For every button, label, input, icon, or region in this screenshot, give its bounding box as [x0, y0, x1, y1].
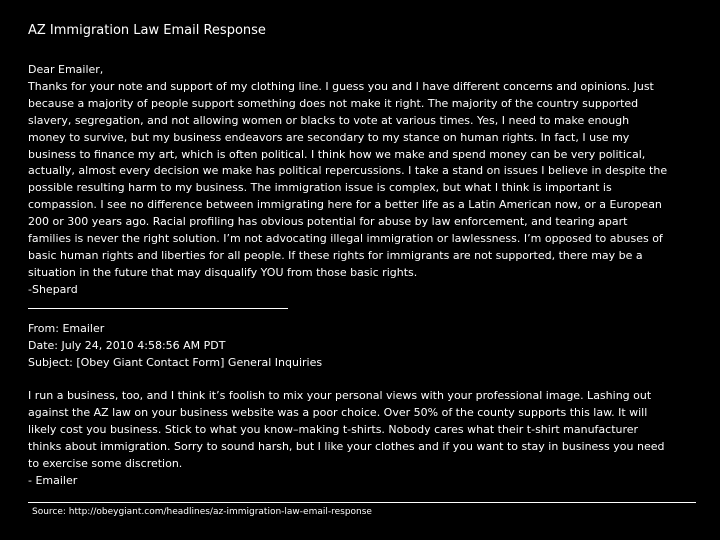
response-line: because a majority of people support something does not make it right. The majority of the country supported	[28, 96, 639, 110]
response-line: slavery, segregation, and not allowing women or blacks to vote at various times. Yes, I need to make enough	[28, 113, 630, 127]
response-line: basic human rights and liberties for all people. If these rights for immigrants are not supported, there may be a	[28, 248, 643, 262]
response-line: 200 or 300 years ago. Racial profiling has obvious potential for abuse by law enforcement, and tearing apart	[28, 215, 628, 229]
original-line: against the AZ law on your business website was a poor choice. Over 50% of the county supports this law. It will	[28, 406, 648, 420]
original-line: to exercise some discretion.	[28, 456, 183, 470]
footer-divider	[28, 502, 696, 503]
response-line: possible resulting harm to my business. The immigration issue is complex, but what I think is important is	[28, 181, 612, 195]
email-from: From: Emailer	[28, 321, 105, 335]
paragraph-gap	[28, 371, 696, 388]
response-line: Thanks for your note and support of my clothing line. I guess you and I have different concerns and opinions. Just	[28, 79, 654, 93]
response-line: business to finance my art, which is often political. I think how we make and spend money can be very political,	[28, 147, 646, 161]
response-line: money to survive, but my business endeavors are secondary to my stance on human rights. In fact, I use my	[28, 130, 630, 144]
email-body	[28, 62, 696, 490]
response-line: compassion. I see no difference between immigrating here for a better life as a Latin American now, or a European	[28, 198, 662, 212]
response-line: situation in the future that may disqualify YOU from those basic rights.	[28, 265, 418, 279]
original-line: likely cost you business. Stick to what you know–making t-shirts. Nobody cares what their t-shirt manufacturer	[28, 423, 639, 437]
email-date: Date: July 24, 2010 4:58:56 AM PDT	[28, 338, 226, 352]
source-citation: Source: http://obeygiant.com/headlines/az-immigration-law-email-response	[32, 507, 372, 517]
page-title: AZ Immigration Law Email Response	[28, 23, 266, 38]
original-line: I run a business, too, and I think it’s foolish to mix your personal views with your professional image. Lashing out	[28, 389, 652, 403]
email-subject: Subject: [Obey Giant Contact Form] General Inquiries	[28, 355, 323, 369]
original-signature: - Emailer	[28, 473, 78, 487]
signature-divider	[28, 308, 288, 309]
response-signature: -Shepard	[28, 282, 78, 296]
response-line: actually, almost every decision we make has political repercussions. I take a stand on issues I believe in despite the	[28, 164, 668, 178]
original-line: thinks about immigration. Sorry to sound harsh, but I like your clothes and if you want to stay in business you need	[28, 440, 665, 454]
response-greeting: Dear Emailer,	[28, 63, 104, 76]
response-line: families is never the right solution. I’m not advocating illegal immigration or lawlessness. I’m opposed to abuses of	[28, 232, 663, 246]
